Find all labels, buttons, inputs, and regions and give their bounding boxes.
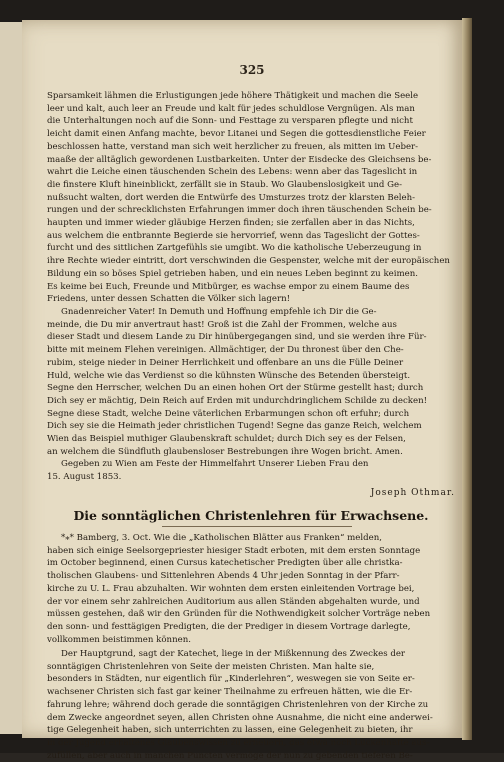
book-page <box>22 20 462 761</box>
text-line: haben sich einige Seelsorgepriester hiesiger Stadt erboten, mit dem ersten Sonntage <box>47 545 421 556</box>
text-line: leer und kalt, auch leer an Freude und kalt für jedes schuldlose Vergnügen. Als man <box>47 103 415 114</box>
text-line: Gegeben zu Wien am Feste der Himmelfahrt Unserer Lieben Frau den <box>61 459 369 470</box>
text-line: die Unterhaltungen noch auf die Sonn- und Festtage zu versparen pflegte und nicht <box>47 116 413 127</box>
text-line: Dich sey sie die Heimath jeder christlichen Tugend! Segne das ganze Reich, welchem <box>47 421 422 432</box>
paragraph-main-reason <box>47 648 455 762</box>
text-line: tige Gelegenheit haben, sich unterrichten zu lassen, eine Gelegenheit zu bieten, ihr <box>47 725 413 736</box>
text-line: *⁎* Bamberg, 3. Oct. Wie die „Katholischen Blätter aus Franken“ melden, <box>61 533 382 543</box>
text-line: vollkommen beistimmen können. <box>47 634 191 645</box>
text-line: zufüllen, aber auch in manchen Puncten vermöge der nun zu gebenden tieferen Be- <box>47 750 413 761</box>
text-line: im October beginnend, einen Cursus katechetischer Predigten über alle christka- <box>47 558 403 569</box>
text-line: nußsucht walten, dort werden die Entwürfe des Umsturzes trotz der klarsten Beleh- <box>47 192 416 203</box>
text-line: aus welchem die entbrannte Begierde sie hervorrief, wenn das Tageslicht der Gottes- <box>47 230 420 241</box>
text-line: Es keime bei Euch, Freunde und Mitbürger, es wachse empor zu einem Baume des <box>47 281 410 292</box>
text-line: Friedens, unter dessen Schatten die Völker sich lagern! <box>47 294 291 305</box>
text-line: kirche zu U. L. Frau abzuhalten. Wir wohnten dem ersten einleitenden Vortrage bei, <box>47 583 415 594</box>
text-line: an welchem die Sündfluth glaubensloser Bestrebungen ihre Wogen bricht. Amen. <box>47 446 403 457</box>
text-line: der vor einem sehr zahlreichen Auditorium aus allen Ständen abgehalten wurde, und <box>47 596 420 607</box>
author-signature: Joseph Othmar. <box>370 488 455 498</box>
paragraph-prayer <box>47 306 455 484</box>
section-heading: Die sonntäglichen Christenlehren für Erwachsene. <box>73 508 429 523</box>
text-line: dieser Stadt und diesem Lande zu Dir hinübergegangen sind, und sie werden ihre Für- <box>47 332 427 343</box>
text-line: die finstere Kluft hineinblickt, zerfällt sie in Staub. Wo Glaubenslosigkeit und Ge- <box>47 179 402 190</box>
text-line: haupten und immer wieder gläubige Herzen finden; sie zerfallen aber in das Nichts, <box>47 218 415 229</box>
page-number: 325 <box>239 63 265 77</box>
paragraph-opening <box>47 90 455 306</box>
text-line: meinde, die Du mir anvertraut hast! Groß ist die Zahl der Frommen, welche aus <box>47 319 397 330</box>
text-line: bitte mit meinem Flehen vereinigen. Allmächtiger, der Du thronest über den Che- <box>47 345 404 356</box>
text-line: tholischen Glaubens- und Sittenlehren Abends 4 Uhr jeden Sonntag in der Pfarr- <box>47 571 400 582</box>
text-line: Der Hauptgrund, sagt der Katechet, liege in der Mißkennung des Zweckes der <box>61 649 406 659</box>
paragraph-report <box>47 532 455 646</box>
text-line: rubim, steige nieder in Deiner Herrlichkeit und offenbare an uns die Fülle Deiner <box>47 357 404 368</box>
text-line: Segne den Herrscher, welchen Du an einen hohen Ort der Stürme gestellt hast; durch <box>47 383 424 394</box>
text-line: Dich sey er mächtig, Dein Reich auf Erden mit undurchdringlichem Schilde zu decken! <box>47 395 428 406</box>
heading-rule <box>162 526 352 527</box>
text-line: müssen gestehen, daß wir den Gründen für die Nothwendigkeit solcher Vorträge neben <box>47 609 431 620</box>
text-line: dem Zwecke angeordnet seyen, allen Christen ohne Ausnahme, die nicht eine anderwei- <box>47 712 433 723</box>
text-line: Wien das Beispiel muthiger Glaubenskraft schuldet; durch Dich sey es der Felsen, <box>47 434 406 445</box>
text-line: Bildung ein so böses Spiel getrieben haben, und ein neues Leben beginnt zu keimen. <box>47 268 418 279</box>
text-line: Gnadenreicher Vater! In Demuth und Hoffnung empfehle ich Dir die Ge- <box>61 307 377 317</box>
text-line: besonders in Städten, nur eigentlich für „Kinderlehren“, weswegen sie von Seite er- <box>47 674 415 685</box>
text-line: den sonn- und festtägigen Predigten, die der Prediger in diesem Vortrage darlegte, <box>47 621 411 632</box>
text-line: sonntägigen Christenlehren von Seite der meisten Christen. Man halte sie, <box>47 661 375 672</box>
text-line: ihre Rechte wieder eintritt, dort verschwinden die Gespenster, welche mit der europäischen <box>47 256 450 267</box>
previous-page-edge <box>0 22 24 734</box>
text-line: beschlossen hatte, verstand man sich weit herzlicher zu freuen, als mitten im Ueber- <box>47 141 419 152</box>
text-line: furcht und des sittlichen Zartgefühls sie umgibt. Wo die katholische Ueberzeugung in <box>47 243 422 254</box>
text-line: wahrt die Leiche einen täuschenden Schein des Lebens: wenn aber das Tageslicht in <box>47 167 418 178</box>
text-line: 15. August 1853. <box>47 472 122 483</box>
text-line: in der Jugend erhaltenes Glaubenswissen zu erneuern, das etwa noch Lückenhafte aus- <box>47 737 430 748</box>
text-line: leicht damit einen Anfang machte, bevor Litanei und Segen die gottesdienstliche Feier <box>47 129 426 140</box>
text-line: rungen und der schrecklichsten Erfahrungen immer doch ihren täuschenden Schein be- <box>47 205 432 216</box>
text-line: wachsener Christen sich fast gar keiner Theilnahme zu erfreuen hätten, wie die Er- <box>47 687 413 698</box>
text-line: fahrung lehre; während doch gerade die sonntägigen Christenlehren von der Kirche zu <box>47 699 429 710</box>
text-line: Segne diese Stadt, welche Deine väterlichen Erbarmungen schon oft erfuhr; durch <box>47 408 410 419</box>
text-line: Sparsamkeit lähmen die Erlustigungen jede höhere Thätigkeit und machen die Seele <box>47 91 419 101</box>
text-line: maaße der alltäglich gewordenen Lustbarkeiten. Unter der Eisdecke des Gleichsens be- <box>47 154 432 165</box>
text-line: Huld, welche wie das Verdienst so die kühnsten Wünsche des Betenden übersteigt. <box>47 370 411 381</box>
page-stack-edge <box>462 18 472 740</box>
